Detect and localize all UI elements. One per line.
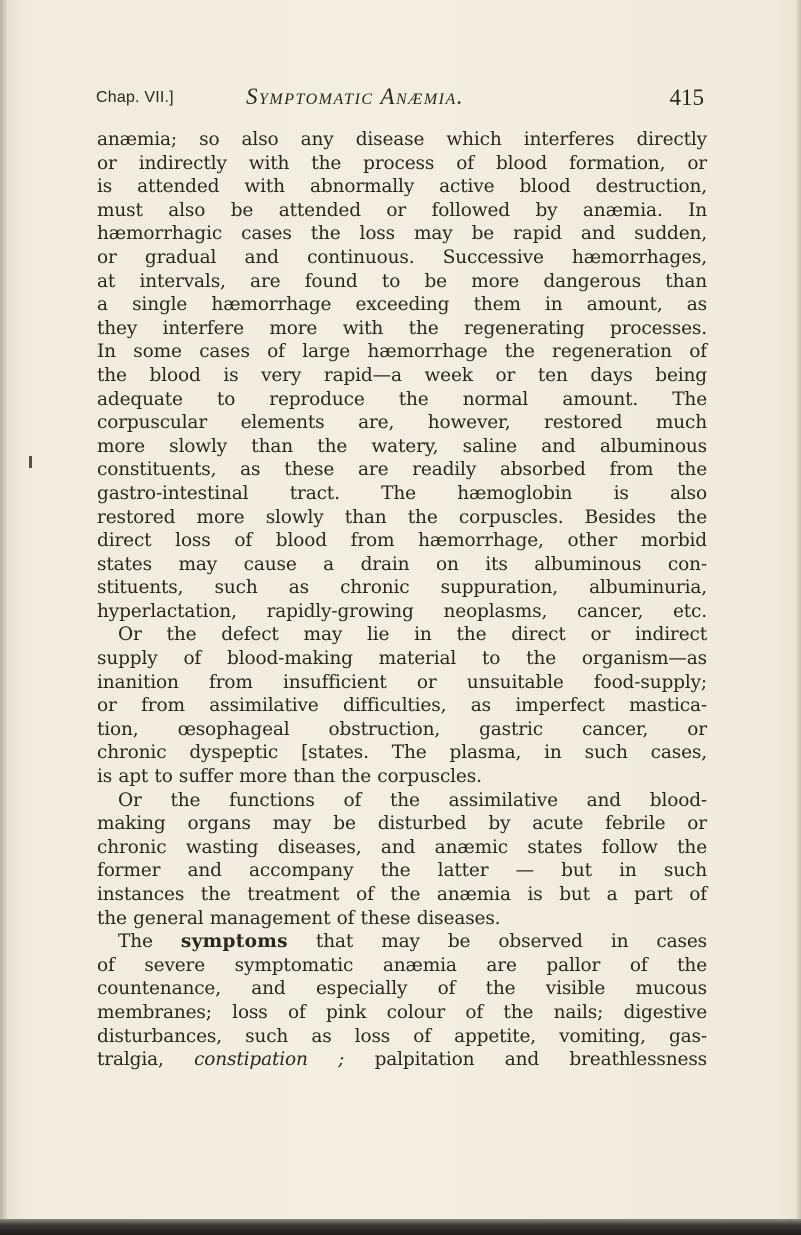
text-line: hyperlactation, rapidly-growing neoplasms, cancer, etc.	[97, 600, 707, 622]
text-line: restored more slowly than the corpuscles. Besides the	[97, 506, 707, 528]
text-line: inanition from insufficient or unsuitable food-supply;	[97, 671, 707, 693]
page-number: 415	[669, 85, 704, 110]
text-line: chronic wasting diseases, and anæmic states follow the	[97, 836, 707, 858]
text-line: at intervals, are found to be more dangerous than	[97, 270, 707, 292]
text-line: is apt to suffer more than the corpuscles.	[97, 766, 482, 788]
text-line: Or the defect may lie in the direct or indirect	[118, 624, 707, 646]
symptoms-heading: symptoms	[180, 931, 288, 953]
running-header	[96, 84, 706, 124]
margin-mark	[29, 456, 32, 468]
text-line-constipation	[97, 1048, 707, 1072]
text-line: must also be attended or followed by anæmia. In	[97, 199, 707, 221]
text-line: constituents, as these are readily absorbed from the	[97, 459, 707, 481]
text-line: Or the functions of the assimilative and blood-	[118, 789, 707, 811]
page-right-edge	[796, 0, 801, 1235]
line-lead-word: The	[118, 931, 153, 953]
constipation-term: constipation ;	[194, 1049, 345, 1071]
text-line: disturbances, such as loss of appetite, vomiting, gas-	[97, 1025, 707, 1047]
text-line: hæmorrhagic cases the loss may be rapid and sudden,	[97, 223, 707, 245]
text-line: the general management of these diseases.	[97, 907, 501, 929]
text-line: corpuscular elements are, however, restored much	[97, 412, 707, 434]
text-line: anæmia; so also any disease which interferes directly	[97, 129, 707, 150]
text-line: states may cause a drain on its albuminous con-	[97, 553, 707, 575]
text-line: the blood is very rapid—a week or ten days being	[97, 364, 707, 386]
text-line: is attended with abnormally active blood destruction,	[97, 176, 707, 198]
line-remainder: palpitation and breathlessness	[374, 1049, 708, 1071]
line-lead-word: tralgia,	[97, 1049, 164, 1071]
text-line: gastro-intestinal tract. The hæmoglobin is also	[97, 482, 707, 504]
text-line: making organs may be disturbed by acute febrile or	[97, 813, 707, 835]
text-line: direct loss of blood from hæmorrhage, other morbid	[97, 530, 707, 552]
text-line: countenance, and especially of the visible mucous	[97, 978, 707, 1000]
text-line: more slowly than the watery, saline and albuminous	[97, 435, 707, 457]
text-line: In some cases of large hæmorrhage the regeneration of	[97, 341, 707, 363]
text-line: or indirectly with the process of blood formation, or	[97, 152, 707, 174]
text-line: or gradual and continuous. Successive hæmorrhages,	[97, 246, 707, 268]
text-line: adequate to reproduce the normal amount. The	[97, 388, 707, 410]
running-title: Symptomatic Anæmia.	[246, 84, 465, 109]
line-remainder: that may be observed in cases	[315, 931, 708, 953]
chapter-label: Chap. VII.]	[96, 89, 174, 106]
text-line: a single hæmorrhage exceeding them in amount, as	[97, 294, 707, 316]
text-line: tion, œsophageal obstruction, gastric cancer, or	[97, 718, 707, 740]
text-line: they interfere more with the regenerating processes.	[97, 317, 707, 339]
text-line: or from assimilative difficulties, as imperfect mastica-	[97, 695, 707, 717]
text-line: stituents, such as chronic suppuration, albuminuria,	[97, 577, 707, 599]
text-line: instances the treatment of the anæmia is but a part of	[97, 884, 707, 905]
page-binding-shadow	[0, 0, 7, 1235]
scan-bottom-edge	[0, 1219, 801, 1235]
text-line: membranes; loss of pink colour of the nails; digestive	[97, 1001, 707, 1023]
text-line-symptoms	[97, 930, 707, 954]
text-line: of severe symptomatic anæmia are pallor of the	[97, 954, 707, 976]
text-line: former and accompany the latter — but in such	[97, 860, 707, 882]
text-line: chronic dyspeptic [states. The plasma, in such cases,	[97, 742, 707, 764]
text-line: supply of blood-making material to the organism—as	[97, 648, 707, 670]
body-text	[97, 128, 707, 1072]
